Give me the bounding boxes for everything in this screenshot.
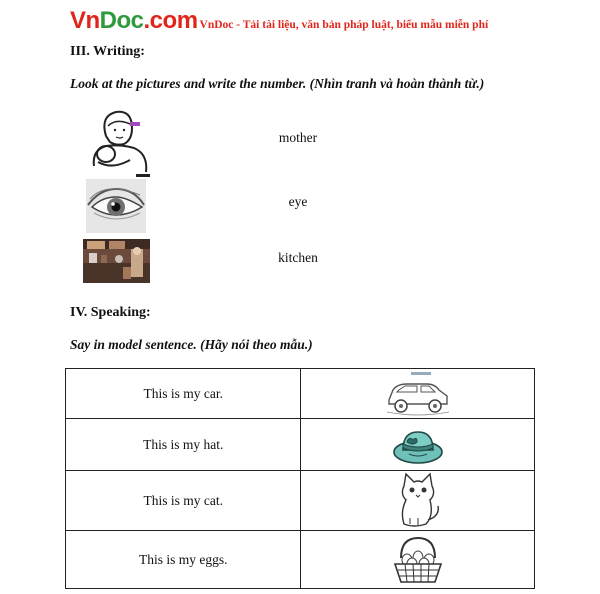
sentence-cat: This is my cat. <box>66 471 301 531</box>
table-row <box>66 531 535 589</box>
car-cell <box>301 369 535 419</box>
word-eye: eye <box>288 194 308 209</box>
speaking-section-title: IV. Speaking: <box>70 305 151 320</box>
word-kitchen: kitchen <box>278 250 318 265</box>
sentence-hat: This is my hat. <box>66 419 301 471</box>
writing-section-title: III. Writing: <box>70 44 145 59</box>
speaking-table <box>65 368 535 589</box>
car-icon <box>383 370 453 418</box>
table-row <box>66 471 535 531</box>
kitchen-photo-icon <box>83 239 150 283</box>
speaking-instruction: Say in model sentence. (Hãy nói theo mẫu.) <box>70 337 313 352</box>
vndoc-logo[interactable]: VnDoc.com <box>70 7 198 34</box>
hat-cell <box>301 419 535 471</box>
mother-holding-baby-icon <box>86 106 152 178</box>
cat-icon <box>394 472 442 530</box>
table-row <box>66 419 535 471</box>
site-tagline: VnDoc - Tải tài liệu, văn bản pháp luật, biểu mẫu miễn phí <box>199 19 489 31</box>
sentence-eggs: This is my eggs. <box>66 531 301 589</box>
site-header <box>70 6 488 34</box>
word-mother: mother <box>278 130 318 145</box>
table-row <box>66 369 535 419</box>
sentence-car: This is my car. <box>66 369 301 419</box>
egg-basket-icon <box>389 534 447 586</box>
eggs-cell <box>301 531 535 589</box>
cat-cell <box>301 471 535 531</box>
writing-instruction: Look at the pictures and write the number. (Nhìn tranh và hoàn thành từ.) <box>70 76 485 91</box>
eye-icon <box>86 179 146 233</box>
hat-icon <box>391 424 445 466</box>
